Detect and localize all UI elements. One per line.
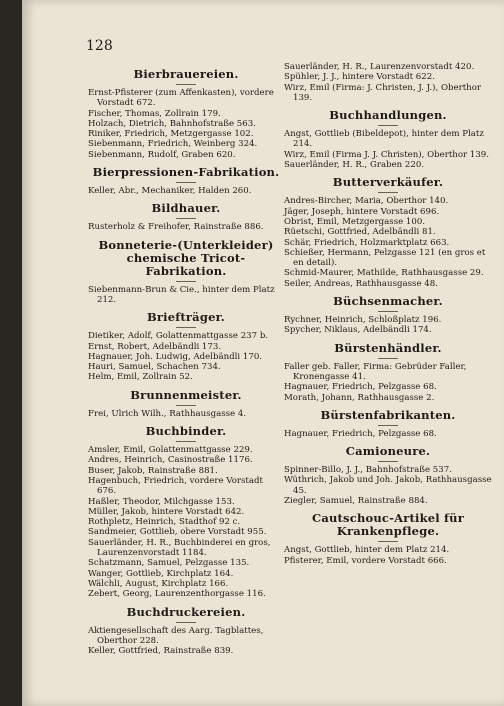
heading-rule <box>176 622 196 623</box>
left-column <box>88 62 284 656</box>
heading-rule <box>378 358 398 359</box>
heading-rule <box>176 218 196 219</box>
directory-entry: Haßler, Theodor, Milchgasse 153. <box>88 496 235 507</box>
heading-rule <box>176 281 196 282</box>
section-heading: Butterverkäufer. <box>332 175 444 190</box>
right-column <box>284 62 492 566</box>
directory-entry: Morath, Johann, Rathhausgasse 2. <box>284 392 435 403</box>
directory-entry: Siebenmann, Friedrich, Weinberg 324. <box>88 139 258 150</box>
directory-entry: Wanger, Gottlieb, Kirchplatz 164. <box>88 568 234 579</box>
section-heading: Camioneure. <box>345 444 431 459</box>
section-heading: Buchdruckereien. <box>126 604 246 619</box>
page-number: 128 <box>86 38 113 54</box>
directory-entry: Frei, Ulrich Wilh., Rathhausgasse 4. <box>88 408 247 419</box>
directory-entry: Wüthrich, Jakob und Joh. Jakob, Rathhausgasse 45. <box>284 475 492 496</box>
directory-section <box>88 68 284 160</box>
directory-entry: Faller geb. Faller, Firma: Gebrüder Faller, Kronengasse 41. <box>284 361 467 382</box>
directory-entry: Sandmeier, Gottlieb, obere Vorstadt 955. <box>88 527 267 538</box>
heading-rule <box>176 441 196 442</box>
section-heading: Bierbrauereien. <box>133 67 239 81</box>
section-heading: Buchbinder. <box>145 424 227 439</box>
section-heading: Büchsenmacher. <box>333 294 443 309</box>
directory-section <box>88 606 284 657</box>
heading-rule <box>378 461 398 462</box>
directory-entry: Ernst-Pfisterer (zum Affenkasten), vordere Vorstadt 672. <box>88 88 274 109</box>
document-page <box>22 0 504 706</box>
directory-section <box>88 166 284 196</box>
heading-rule <box>176 405 196 406</box>
directory-entry: Obrist, Emil, Metzgergasse 100. <box>284 216 426 227</box>
directory-entry: Andres, Heinrich, Casinostraße 1176. <box>88 455 253 466</box>
directory-entry: Fischer, Thomas, Zollrain 179. <box>88 108 221 119</box>
heading-rule <box>378 541 398 542</box>
heading-rule <box>378 425 398 426</box>
directory-entry: Schatzmann, Samuel, Pelzgasse 135. <box>88 558 250 569</box>
directory-entry: Sauerländer, H. R., Laurenzenvorstadt 420. <box>284 62 475 72</box>
directory-entry: Wälchli, August, Kirchplatz 166. <box>88 578 229 589</box>
directory-entry: Rychner, Heinrich, Schloßplatz 196. <box>284 315 442 326</box>
directory-entry: Zebert, Georg, Laurenzenthorgasse 116. <box>88 589 266 600</box>
heading-rule <box>378 311 398 312</box>
directory-entry: Angst, Gottlieb (Bibeldepot), hinter dem Platz 214. <box>284 129 484 150</box>
directory-entry: Schär, Friedrich, Holzmarktplatz 663. <box>284 237 450 248</box>
directory-entry: Hauri, Samuel, Schachen 734. <box>88 362 221 373</box>
directory-entry: Seiler, Andreas, Rathhausgasse 48. <box>284 278 438 289</box>
directory-entry: Buser, Jakob, Rainstraße 881. <box>88 465 218 476</box>
directory-section <box>88 425 284 599</box>
heading-rule <box>378 125 398 126</box>
directory-section <box>88 389 284 419</box>
heading-rule <box>176 327 196 328</box>
directory-section <box>284 512 492 566</box>
directory-entry: Rusterholz & Freihofer, Rainstraße 886. <box>88 222 264 233</box>
directory-section <box>284 445 492 506</box>
heading-rule <box>176 182 196 183</box>
directory-section <box>284 109 492 170</box>
directory-entry: Ernst, Robert, Adelbändli 173. <box>88 341 222 352</box>
section-heading: Buchhandlungen. <box>329 108 447 123</box>
directory-entry: Aktiengesellschaft des Aarg. Tagblattes, Oberthor 228. <box>88 625 264 646</box>
directory-entry: Sauerländer, H. R., Graben 220. <box>284 160 425 171</box>
directory-entry: Spühler, J. J., hintere Vorstadt 622. <box>284 72 435 83</box>
heading-rule <box>378 192 398 193</box>
directory-entry: Müller, Jakob, hintere Vorstadt 642. <box>88 506 245 517</box>
directory-entry: Wirz, Emil (Firma J. J. Christen), Oberthor 139. <box>284 149 489 160</box>
directory-entry: Keller, Abr., Mechaniker, Halden 260. <box>88 186 252 197</box>
directory-entry: Hagnauer, Friedrich, Pelzgasse 68. <box>284 428 437 439</box>
directory-entry: Jäger, Joseph, hintere Vorstadt 696. <box>284 206 440 217</box>
section-heading: Cautschouc-Artikel für Krankenpflege. <box>311 511 464 539</box>
directory-entry: Keller, Gottfried, Rainstraße 839. <box>88 646 234 657</box>
directory-entry: Hagnauer, Joh. Ludwig, Adelbändli 170. <box>88 351 263 362</box>
directory-entry: Sauerländer, H. R., Buchbinderei en gros, Laurenzenvorstadt 1184. <box>88 537 271 559</box>
directory-entry: Siebenmann-Brun & Cie., hinter dem Platz 212. <box>88 284 275 305</box>
section-heading: Briefträger. <box>147 310 225 325</box>
directory-section <box>284 342 492 403</box>
directory-section <box>284 62 492 103</box>
heading-rule <box>176 84 196 85</box>
directory-entry: Pfisterer, Emil, vordere Vorstadt 666. <box>284 555 447 566</box>
directory-entry: Hagenbuch, Friedrich, vordere Vorstadt 676. <box>88 475 263 497</box>
section-heading: Bierpressionen-Fabrikation. <box>92 165 280 180</box>
directory-entry: Schmid-Maurer, Mathilde, Rathhausgasse 29. <box>284 268 484 279</box>
directory-entry: Ziegler, Samuel, Rainstraße 884. <box>284 496 428 507</box>
directory-entry: Wirz, Emil (Firma: J. Christen, J. J.), Oberthor 139. <box>284 82 481 103</box>
directory-entry: Spycher, Niklaus, Adelbändli 174. <box>284 325 432 336</box>
directory-entry: Riniker, Friedrich, Metzgergasse 102. <box>88 129 254 140</box>
directory-section <box>88 202 284 232</box>
directory-entry: Angst, Gottlieb, hinter dem Platz 214. <box>284 545 450 556</box>
section-heading: Bonneterie-(Unterkleider) chemische Tricot-Fabrikation. <box>98 237 274 278</box>
section-heading: Bürstenhändler. <box>334 340 442 355</box>
section-heading: Brunnenmeister. <box>130 387 242 402</box>
directory-entry: Schießer, Hermann, Pelzgasse 121 (en gros et en detail). <box>284 247 486 269</box>
directory-entry: Dietiker, Adolf, Golattenmattgasse 237 b. <box>88 331 269 342</box>
directory-entry: Rüetschi, Gottfried, Adelbändli 81. <box>284 227 436 238</box>
section-heading: Bildhauer. <box>151 201 221 216</box>
directory-entry: Hagnauer, Friedrich, Pelzgasse 68. <box>284 382 437 393</box>
directory-entry: Helm, Emil, Zollrain 52. <box>88 372 193 383</box>
directory-entry: Rothpletz, Heinrich, Stadthof 92 c. <box>88 517 241 528</box>
directory-section <box>284 409 492 439</box>
directory-entry: Andres-Bircher, Maria, Oberthor 140. <box>284 196 449 207</box>
directory-entry: Holzach, Dietrich, Bahnhofstraße 563. <box>88 118 256 129</box>
directory-section <box>88 239 284 306</box>
directory-entry: Spinner-Billo, J. J., Bahnhofstraße 537. <box>284 465 452 476</box>
section-heading: Bürstenfabrikanten. <box>320 407 456 422</box>
directory-section <box>284 295 492 336</box>
directory-entry: Siebenmann, Rudolf, Graben 620. <box>88 149 236 160</box>
directory-entry: Amsler, Emil, Golattenmattgasse 229. <box>88 445 253 456</box>
directory-section <box>88 311 284 382</box>
directory-section <box>284 176 492 289</box>
